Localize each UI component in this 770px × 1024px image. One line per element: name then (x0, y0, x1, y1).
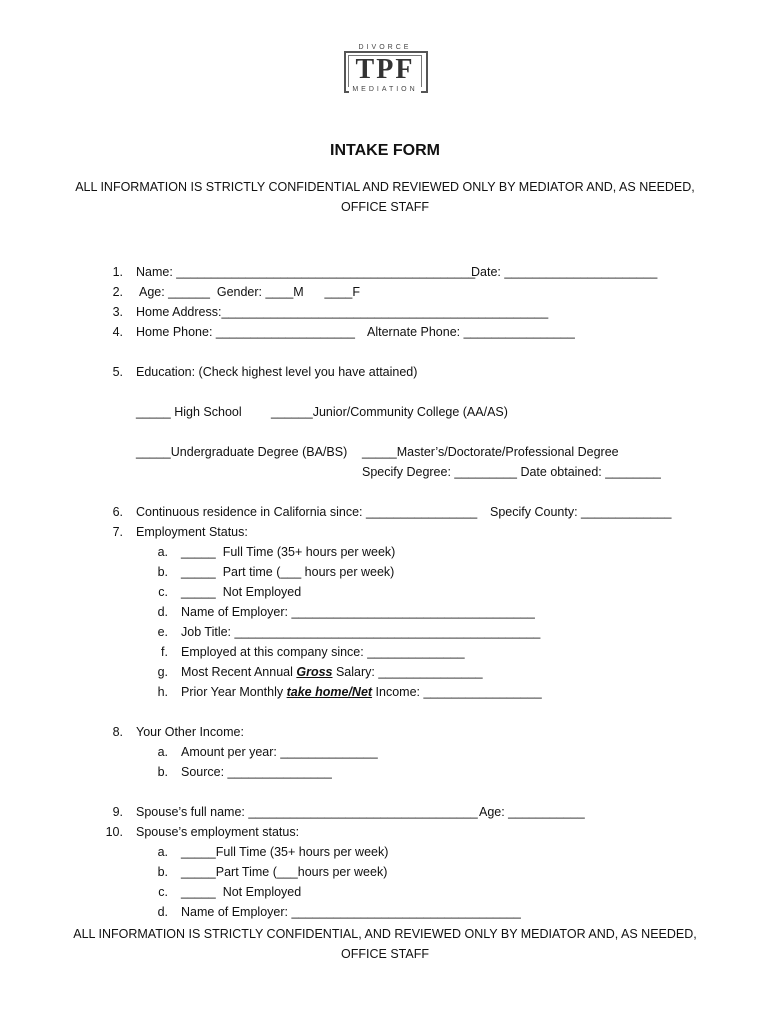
spouse-not-employed-option[interactable]: _____ Not Employed (181, 885, 302, 899)
net-income-label: Prior Year Monthly (181, 685, 287, 699)
q7-letter: a. (157, 545, 168, 559)
net-income-field[interactable] (181, 685, 542, 699)
high-school-option[interactable]: _____ High School (136, 405, 242, 419)
q10-number: 10. (105, 825, 123, 839)
job-title-field[interactable]: Job Title: ____________________________________________ (181, 625, 541, 639)
q7-letter: c. (158, 585, 168, 599)
confidential-notice-line-1: ALL INFORMATION IS STRICTLY CONFIDENTIAL AND REVIEWED ONLY BY MEDIATOR AND, AS NEEDED, (75, 180, 695, 194)
q1-number: 1. (112, 265, 123, 279)
confidential-footer-line-1: ALL INFORMATION IS STRICTLY CONFIDENTIAL, AND REVIEWED ONLY BY MEDIATOR AND, AS NEEDED, (73, 927, 697, 941)
gross-emphasis: Gross (296, 665, 333, 679)
age-gender-field[interactable]: Age: ______ Gender: ____M ____F (139, 285, 360, 299)
net-income-blank: Income: _________________ (372, 685, 542, 699)
q5-number: 5. (112, 365, 123, 379)
gross-salary-label: Most Recent Annual (181, 665, 297, 679)
full-time-option[interactable]: _____ Full Time (35+ hours per week) (181, 545, 396, 559)
confidential-notice-line-2: OFFICE STAFF (341, 200, 429, 214)
spouse-employer-field[interactable]: Name of Employer: _________________________________ (181, 905, 521, 919)
logo-top-text: DIVORCE (356, 44, 415, 51)
alternate-phone-field[interactable]: Alternate Phone: ________________ (367, 325, 575, 339)
college-option[interactable]: ______Junior/Community College (AA/AS) (271, 405, 508, 419)
q7-letter: e. (157, 625, 168, 639)
q4-number: 4. (112, 325, 123, 339)
masters-option[interactable]: _____Master’s/Doctorate/Professional Degree (362, 445, 619, 459)
logo-mark: TPF (355, 54, 415, 85)
q10-letter: d. (157, 905, 168, 919)
q10-letter: c. (158, 885, 168, 899)
amount-per-year-field[interactable]: Amount per year: ______________ (181, 745, 378, 759)
spouse-full-time-option[interactable]: _____Full Time (35+ hours per week) (181, 845, 389, 859)
part-time-option[interactable]: _____ Part time (___ hours per week) (181, 565, 395, 579)
spouse-employment-question: Spouse’s employment status: (136, 825, 300, 839)
q3-number: 3. (112, 305, 123, 319)
gross-salary-field[interactable] (181, 665, 483, 679)
logo-bottom-text: MEDIATION (349, 86, 420, 93)
name-field[interactable]: Name: ___________________________________________ (136, 265, 476, 279)
education-question: Education: (Check highest level you have attained) (136, 365, 418, 379)
undergrad-option[interactable]: _____Undergraduate Degree (BA/BS) (136, 445, 348, 459)
home-address-field[interactable]: Home Address:_______________________________________________ (136, 305, 549, 319)
q9-number: 9. (112, 805, 123, 819)
spouse-name-field[interactable]: Spouse’s full name: _________________________________ (136, 805, 478, 819)
q7-letter: f. (161, 645, 168, 659)
q7-letter: b. (157, 565, 168, 579)
confidential-footer-line-2: OFFICE STAFF (341, 947, 429, 961)
q7-number: 7. (112, 525, 123, 539)
q8-number: 8. (112, 725, 123, 739)
residence-field[interactable]: Continuous residence in California since: ________________ (136, 505, 478, 519)
employed-since-field[interactable]: Employed at this company since: ______________ (181, 645, 465, 659)
q10-letter: a. (157, 845, 168, 859)
tpf-logo (338, 44, 432, 96)
q8-letter: b. (157, 765, 168, 779)
q2-number: 2. (112, 285, 123, 299)
employer-name-field[interactable]: Name of Employer: ___________________________________ (181, 605, 535, 619)
q7-letter: g. (157, 665, 168, 679)
employment-status-question: Employment Status: (136, 525, 248, 539)
page-title: INTAKE FORM (330, 142, 440, 159)
specify-degree-field[interactable]: Specify Degree: _________ Date obtained: ________ (362, 465, 661, 479)
net-emphasis: take home/Net (286, 685, 373, 699)
q7-letter: h. (157, 685, 168, 699)
gross-salary-blank: Salary: _______________ (332, 665, 483, 679)
q7-letter: d. (157, 605, 168, 619)
other-income-question: Your Other Income: (136, 725, 244, 739)
income-source-field[interactable]: Source: _______________ (181, 765, 332, 779)
q8-letter: a. (157, 745, 168, 759)
q10-letter: b. (157, 865, 168, 879)
spouse-part-time-option[interactable]: _____Part Time (___hours per week) (181, 865, 388, 879)
home-phone-field[interactable]: Home Phone: ____________________ (136, 325, 355, 339)
county-field[interactable]: Specify County: _____________ (490, 505, 672, 519)
date-field[interactable]: Date: ______________________ (471, 265, 658, 279)
not-employed-option[interactable]: _____ Not Employed (181, 585, 302, 599)
spouse-age-field[interactable]: Age: ___________ (479, 805, 585, 819)
q6-number: 6. (112, 505, 123, 519)
